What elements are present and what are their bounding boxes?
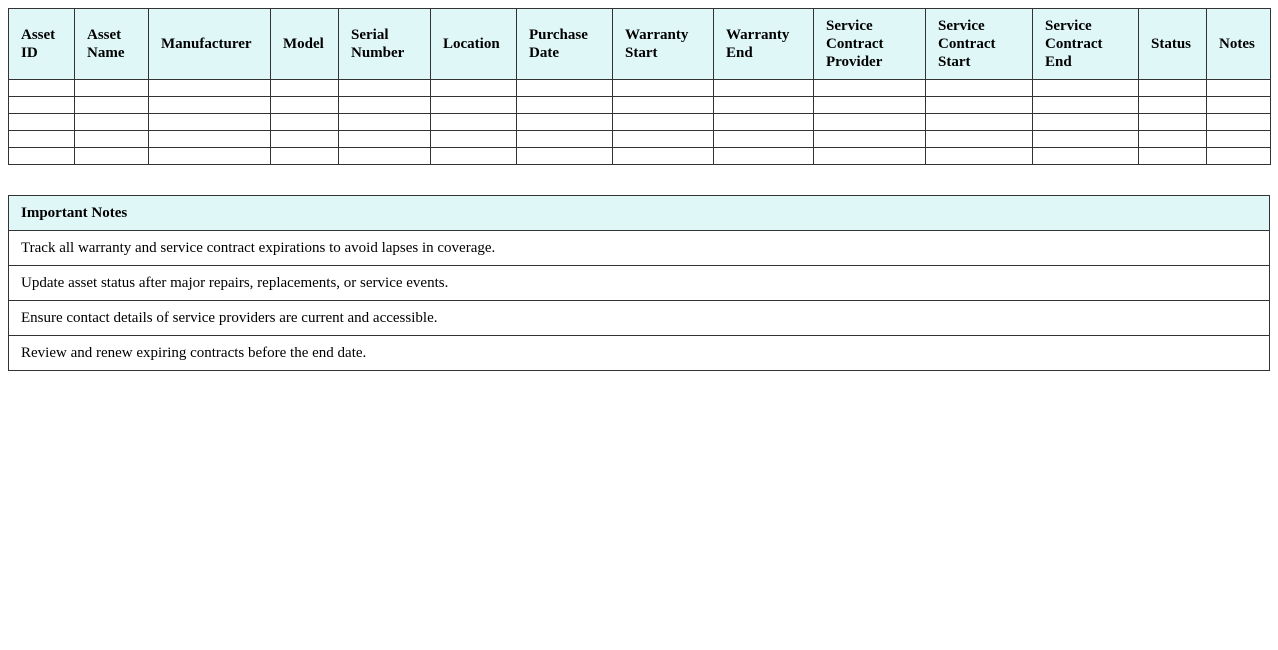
table-cell [339,131,431,148]
table-cell [431,148,517,165]
table-cell [1139,131,1207,148]
table-cell [271,80,339,97]
table-cell [1207,114,1271,131]
table-cell [714,114,814,131]
table-cell [271,131,339,148]
note-row [9,231,1270,266]
table-cell [271,97,339,114]
table-row [9,148,1271,165]
table-cell [271,148,339,165]
document-body [8,8,1270,371]
table-cell [613,148,714,165]
header-manufacturer: Manufacturer [149,9,271,80]
table-cell [517,114,613,131]
note-item: Update asset status after major repairs, replacements, or service events. [9,266,1270,301]
header-warranty-end: Warranty End [714,9,814,80]
table-cell [149,148,271,165]
table-cell [339,97,431,114]
header-notes: Notes [1207,9,1271,80]
table-cell [1139,148,1207,165]
table-cell [1139,80,1207,97]
header-asset-id: Asset ID [9,9,75,80]
important-notes-table [8,195,1270,371]
table-cell [75,114,149,131]
table-cell [9,131,75,148]
table-row [9,80,1271,97]
table-cell [714,97,814,114]
table-cell [1207,148,1271,165]
table-cell [9,114,75,131]
table-cell [149,97,271,114]
table-cell [431,114,517,131]
table-cell [75,148,149,165]
table-cell [714,131,814,148]
table-cell [431,97,517,114]
table-cell [9,97,75,114]
note-row [9,301,1270,336]
table-cell [1139,97,1207,114]
note-item: Track all warranty and service contract expirations to avoid lapses in coverage. [9,231,1270,266]
header-service-contract-start: Service Contract Start [926,9,1033,80]
table-cell [149,80,271,97]
notes-title: Important Notes [9,196,1270,231]
table-cell [814,131,926,148]
table-cell [517,148,613,165]
header-location: Location [431,9,517,80]
table-cell [1033,80,1139,97]
table-cell [613,80,714,97]
table-cell [517,131,613,148]
table-cell [75,80,149,97]
table-cell [814,148,926,165]
header-service-contract-end: Service Contract End [1033,9,1139,80]
note-row [9,266,1270,301]
table-cell [926,80,1033,97]
table-cell [339,80,431,97]
table-cell [271,114,339,131]
asset-tracking-table [8,8,1271,165]
header-serial-number: Serial Number [339,9,431,80]
table-cell [1207,97,1271,114]
table-cell [431,80,517,97]
table-cell [339,114,431,131]
table-cell [613,97,714,114]
table-row [9,97,1271,114]
note-row [9,336,1270,371]
table-cell [149,131,271,148]
table-cell [926,131,1033,148]
notes-header-row [9,196,1270,231]
table-cell [517,97,613,114]
table-cell [926,114,1033,131]
table-cell [1033,114,1139,131]
note-item: Ensure contact details of service providers are current and accessible. [9,301,1270,336]
table-cell [149,114,271,131]
table-cell [1033,148,1139,165]
table-header-row [9,9,1271,80]
note-item: Review and renew expiring contracts before the end date. [9,336,1270,371]
table-cell [814,97,926,114]
table-cell [339,148,431,165]
table-cell [9,80,75,97]
table-cell [75,131,149,148]
table-cell [814,114,926,131]
table-row [9,114,1271,131]
table-cell [926,97,1033,114]
header-warranty-start: Warranty Start [613,9,714,80]
table-cell [926,148,1033,165]
table-cell [613,131,714,148]
table-cell [1207,80,1271,97]
table-cell [714,80,814,97]
table-cell [1207,131,1271,148]
table-cell [814,80,926,97]
table-cell [1033,131,1139,148]
header-status: Status [1139,9,1207,80]
table-cell [714,148,814,165]
table-cell [1139,114,1207,131]
asset-table-body [9,80,1271,165]
header-model: Model [271,9,339,80]
table-cell [1033,97,1139,114]
table-cell [517,80,613,97]
table-cell [75,97,149,114]
table-cell [613,114,714,131]
header-purchase-date: Purchase Date [517,9,613,80]
header-service-contract-provider: Service Contract Provider [814,9,926,80]
table-cell [431,131,517,148]
table-cell [9,148,75,165]
header-asset-name: Asset Name [75,9,149,80]
table-row [9,131,1271,148]
